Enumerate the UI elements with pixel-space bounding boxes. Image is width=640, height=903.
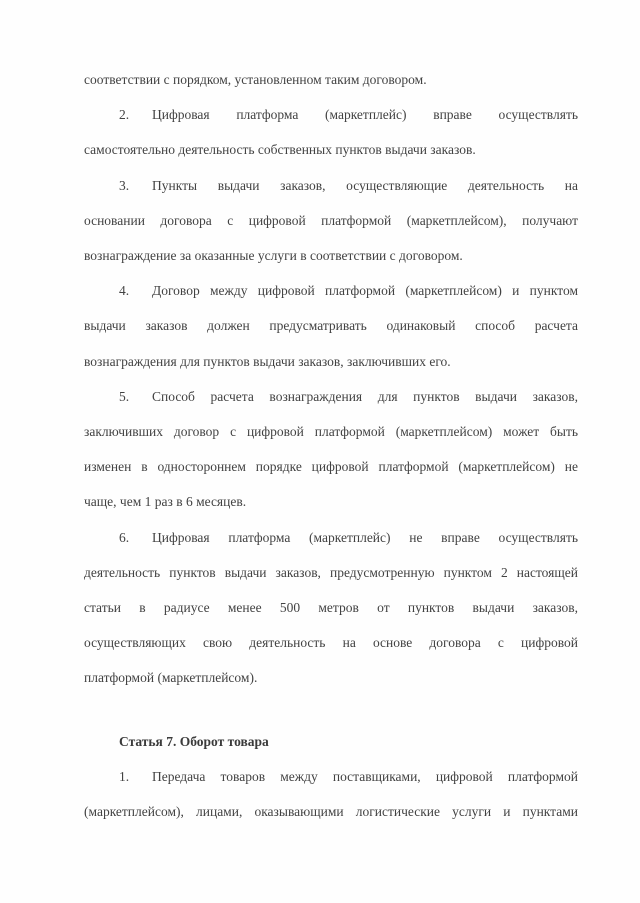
text-line-content: Договор между цифровой платформой (маркетплейсом) и пунктом — [152, 283, 578, 299]
text-line: основании договора с цифровой платформой (маркетплейсом), получают — [84, 212, 578, 228]
text-line: осуществляющих свою деятельность на основе договора с цифровой — [84, 635, 578, 651]
text-line: чаще, чем 1 раз в 6 месяцев. — [84, 494, 247, 510]
paragraph-continuation — [84, 62, 578, 97]
clause-number: 2. — [119, 107, 130, 123]
clause-number: 5. — [119, 388, 130, 404]
text-line-content: Способ расчета вознаграждения для пунктов выдачи заказов, — [152, 388, 578, 404]
clause-number: 4. — [119, 283, 130, 299]
clause-number: 3. — [119, 177, 130, 193]
text-line — [84, 759, 578, 794]
clause-number: 6. — [119, 529, 130, 545]
text-line-content: Цифровая платформа (маркетплейс) вправе осуществлять — [152, 107, 578, 123]
text-line: деятельность пунктов выдачи заказов, предусмотренную пунктом 2 настоящей — [84, 564, 578, 580]
text-line — [84, 168, 578, 203]
text-line: (маркетплейсом), лицами, оказывающими логистические услуги и пунктами — [84, 804, 578, 820]
article-heading: Статья 7. Оборот товара — [119, 733, 269, 749]
paragraph-clause-4 — [84, 273, 578, 379]
paragraph-clause-3 — [84, 168, 578, 274]
text-line-content: Передача товаров между поставщиками, цифровой платформой — [152, 768, 578, 784]
paragraph-clause-2 — [84, 97, 578, 167]
text-line — [84, 520, 578, 555]
text-line: статьи в радиусе менее 500 метров от пунктов выдачи заказов, — [84, 600, 578, 616]
text-line: вознаграждения для пунктов выдачи заказов, заключивших его. — [84, 353, 451, 369]
text-line: соответствии с порядком, установленном таким договором. — [84, 72, 427, 87]
text-line: заключивших договор с цифровой платформой (маркетплейсом) может быть — [84, 424, 578, 440]
text-line — [84, 97, 578, 132]
text-line-content: Пункты выдачи заказов, осуществляющие деятельность на — [152, 177, 578, 193]
text-line — [84, 379, 578, 414]
text-line: изменен в одностороннем порядке цифровой платформой (маркетплейсом) не — [84, 459, 578, 475]
text-line: вознаграждение за оказанные услуги в соответствии с договором. — [84, 248, 463, 264]
text-line-content: Цифровая платформа (маркетплейс) не вправе осуществлять — [152, 529, 578, 545]
paragraph-clause-6 — [84, 520, 578, 696]
paragraph-clause-5 — [84, 379, 578, 520]
text-line: выдачи заказов должен предусматривать одинаковый способ расчета — [84, 318, 578, 334]
text-line: самостоятельно деятельность собственных пунктов выдачи заказов. — [84, 142, 476, 158]
text-line — [84, 273, 578, 308]
paragraph-clause-7-1 — [84, 759, 578, 829]
clause-number: 1. — [119, 768, 130, 784]
text-line: платформой (маркетплейсом). — [84, 670, 258, 686]
